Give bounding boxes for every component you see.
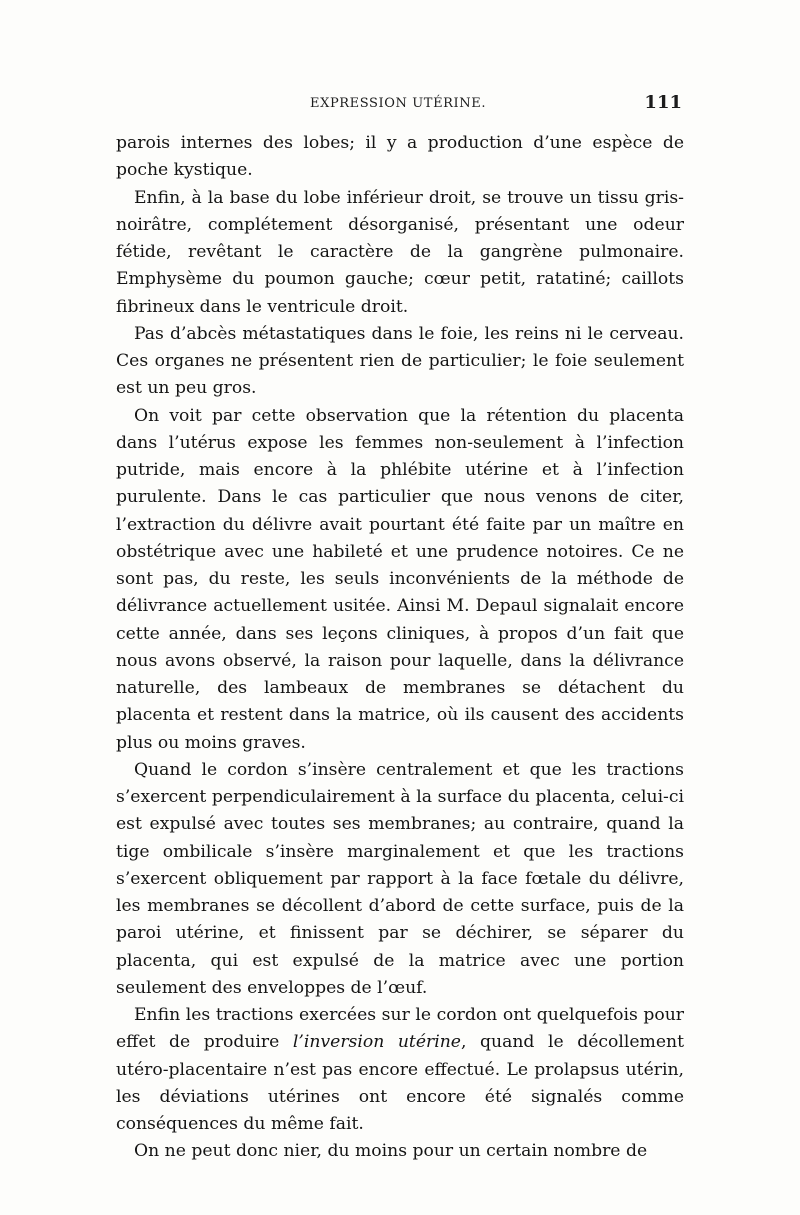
page-header [116, 92, 684, 116]
paragraph-5: Quand le cordon s’insère centralement et que les tractions s’exercent perpendiculairement à la surface du placenta, celui-ci est expulsé avec toutes ses membranes; au contraire, quand la tige ombilicale s’insère marginalement et que les tractions s’exercent obliquement par rapport à la face fœtale du délivre, les membranes se décollent d’abord de cette surface, puis de la paroi utérine, et finissent par se déchirer, se séparer du placenta, qui est expulsé de la matrice avec une portion seulement des enveloppes de l’œuf. [116, 759, 684, 998]
paragraph-6 [116, 1002, 684, 1138]
paragraph-2: Enfin, à la base du lobe inférieur droit, se trouve un tissu gris-noirâtre, complétement désorganisé, présentant une odeur fétide, revêtant le caractère de la gangrène pulmonaire. Emphysème du poumon gauche; cœur petit, ratatiné; caillots fibrineux dans le ventricule droit. [116, 187, 684, 317]
paragraph-3: Pas d’abcès métastatiques dans le foie, les reins ni le cerveau. Ces organes ne présentent rien de particulier; le foie seulement est un peu gros. [116, 323, 684, 399]
paragraph-1: parois internes des lobes; il y a production d’une espèce de poche kystique. [116, 133, 684, 181]
italic-term: l’inversion utérine [292, 1032, 461, 1053]
paragraph-4: On voit par cette observation que la rétention du placenta dans l’utérus expose les femmes non-seulement à l’infection putride, mais encore à la phlébite utérine et à l’infection purulente. Dans le cas particulier que nous venons de citer, l’extraction du délivre avait pourtant été faite par un maître en obstétrique avec une habileté et une prudence notoires. Ce ne sont pas, du reste, les seuls inconvénients de la méthode de délivrance actuellement usitée. Ainsi M. Depaul signalait encore cette année, dans ses leçons cliniques, à propos d’un fait que nous avons observé, la raison pour laquelle, dans la délivrance naturelle, des lambeaux de membranes se détachent du placenta et restent dans la matrice, où ils causent des accidents plus ou moins graves. [116, 405, 684, 753]
paragraph-6-start: Enfin les tractions exercées sur le cordon ont quelquefois pour effet de produire [116, 1005, 684, 1053]
running-title: EXPRESSION UTÉRINE. [310, 96, 487, 111]
paragraph-7: On ne peut donc nier, du moins pour un certain nombre de [134, 1141, 648, 1162]
body-text [116, 130, 684, 1166]
page-number: 111 [644, 92, 682, 113]
paragraph-6-end: , quand le décollement utéro-placentaire n’est pas encore effectué. Le prolapsus utérin, les déviations utérines ont encore été signalés comme conséquences du même fait. [116, 1032, 684, 1134]
